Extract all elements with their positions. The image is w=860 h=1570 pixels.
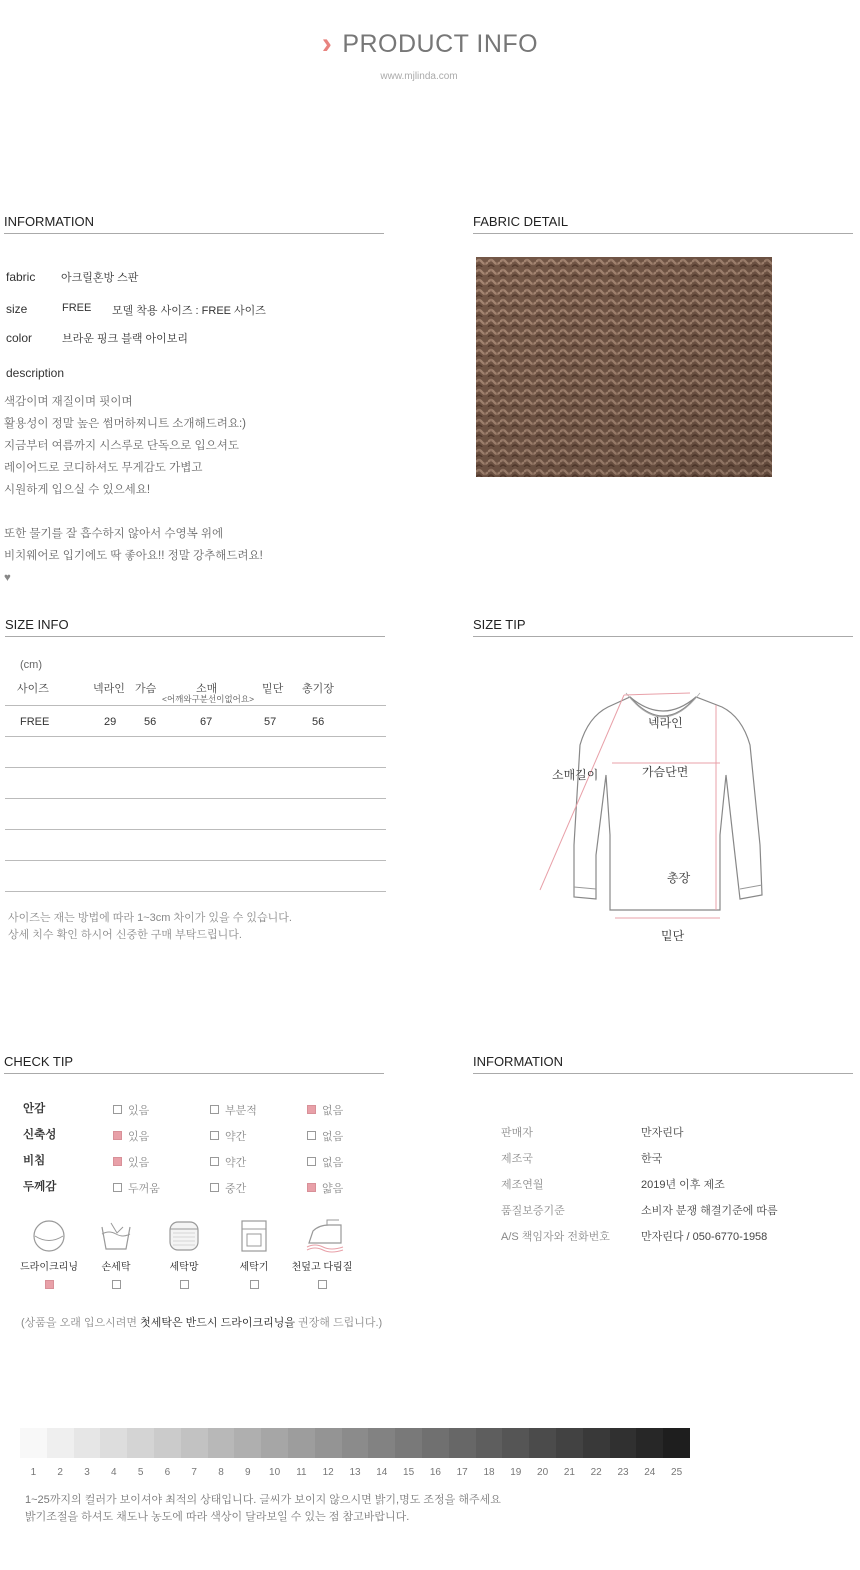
check-tip-label: 신축성 xyxy=(23,1129,57,1141)
table-divider xyxy=(5,860,386,861)
seller-info-heading: INFORMATION xyxy=(473,1054,564,1069)
check-tip-option xyxy=(113,1179,160,1197)
gray-scale-note-line: 밝기조절을 하셔도 채도나 농도에 따라 색상이 달라보일 수 있는 점 참고바랍니다. xyxy=(25,1511,410,1523)
check-tip-label: 두께감 xyxy=(23,1181,57,1193)
seller-info-key: 제조국 xyxy=(501,1153,533,1165)
table-cell: 67 xyxy=(200,716,213,728)
gray-swatch xyxy=(610,1428,637,1458)
table-divider xyxy=(5,736,386,737)
description-line: 시원하게 입으실 수 있으세요! xyxy=(4,484,151,496)
washing-machine-icon xyxy=(237,1219,271,1258)
gray-swatch xyxy=(395,1428,422,1458)
gray-swatch xyxy=(47,1428,74,1458)
gray-swatch xyxy=(181,1428,208,1458)
care-label: 세탁망 xyxy=(169,1262,199,1273)
gray-swatch-number: 22 xyxy=(590,1467,602,1478)
gray-swatch xyxy=(234,1428,261,1458)
check-tip-option-label: 없음 xyxy=(322,1156,344,1169)
sleeve-length-label: 소매길이 xyxy=(552,768,599,782)
checked-box-icon xyxy=(307,1183,316,1192)
care-note-bold: 첫세탁은 반드시 드라이크리닝을 xyxy=(140,1317,295,1329)
size-info-heading: SIZE INFO xyxy=(5,617,69,632)
page-header xyxy=(0,27,860,64)
gray-swatch-number: 24 xyxy=(644,1467,656,1478)
seller-info-key: 제조연월 xyxy=(501,1179,544,1191)
seller-info-value: 만자린다 xyxy=(641,1127,684,1139)
care-note-pre: (상품을 오래 입으시려면 xyxy=(21,1317,141,1329)
neckline-label: 넥라인 xyxy=(648,716,683,730)
gray-swatch xyxy=(502,1428,529,1458)
description-line: 또한 물기를 잘 흡수하지 않아서 수영복 위에 xyxy=(4,528,224,540)
check-tip-option-label: 있음 xyxy=(128,1130,150,1143)
checkbox-icon xyxy=(210,1105,219,1114)
check-tip-option-label: 없음 xyxy=(322,1130,344,1143)
checkbox-icon xyxy=(250,1280,259,1289)
checkbox-icon xyxy=(210,1183,219,1192)
gray-swatch-number: 15 xyxy=(403,1467,415,1478)
check-tip-option-label: 약간 xyxy=(225,1156,247,1169)
checkbox-icon xyxy=(307,1157,316,1166)
check-tip-option xyxy=(307,1101,343,1119)
gray-swatch-number: 10 xyxy=(269,1467,281,1478)
gray-swatch xyxy=(422,1428,449,1458)
gray-swatch-number: 23 xyxy=(617,1467,629,1478)
check-tip-option xyxy=(210,1179,246,1197)
table-cell: 56 xyxy=(312,716,325,728)
check-tip-option-label: 약간 xyxy=(225,1130,247,1143)
laundry-net-icon xyxy=(167,1219,201,1258)
gray-swatch xyxy=(208,1428,235,1458)
gray-swatch-number: 17 xyxy=(456,1467,468,1478)
gray-swatch-number: 3 xyxy=(84,1467,90,1478)
description-label: description xyxy=(6,366,65,380)
dry-clean-icon xyxy=(32,1219,66,1258)
divider xyxy=(473,233,853,234)
gray-swatch-number: 6 xyxy=(164,1467,171,1478)
description-line: 활용성이 정말 높은 썸머하찌니트 소개해드려요:) xyxy=(4,418,246,430)
site-url[interactable]: www.mjlinda.com xyxy=(380,71,458,82)
col-chest: 가슴 xyxy=(135,683,157,695)
divider xyxy=(4,1073,384,1074)
checked-box-icon xyxy=(113,1157,122,1166)
checkbox-icon xyxy=(112,1280,121,1289)
seller-info-key: 품질보증기준 xyxy=(501,1205,565,1217)
gray-swatch-number: 9 xyxy=(245,1467,251,1478)
check-tip-option xyxy=(210,1101,257,1119)
chest-label: 가슴단면 xyxy=(642,765,689,779)
check-tip-option xyxy=(210,1127,246,1145)
gray-swatch xyxy=(127,1428,154,1458)
unit-label: (cm) xyxy=(20,659,42,671)
gray-swatch-number: 21 xyxy=(563,1467,575,1478)
col-sleeve: 소매 xyxy=(196,683,218,695)
description-line: 지금부터 여름까지 시스루로 단독으로 입으셔도 xyxy=(4,440,239,452)
gray-swatch xyxy=(342,1428,369,1458)
care-label: 드라이크리닝 xyxy=(20,1262,78,1273)
table-cell: FREE xyxy=(20,716,50,728)
care-label: 세탁기 xyxy=(239,1262,269,1273)
check-tip-option-label: 부분적 xyxy=(225,1104,257,1117)
check-tip-option-label: 있음 xyxy=(128,1104,150,1117)
table-divider xyxy=(5,705,386,706)
check-tip-label: 안감 xyxy=(23,1103,46,1115)
fabric-value: 아크릴혼방 스판 xyxy=(61,272,139,284)
divider xyxy=(5,636,385,637)
checkbox-icon xyxy=(113,1105,122,1114)
size-note-line: 상세 치수 확인 하시어 신중한 구매 부탁드립니다. xyxy=(8,929,242,941)
gray-swatch-number: 11 xyxy=(296,1467,307,1478)
check-tip-option xyxy=(113,1153,149,1171)
col-size: 사이즈 xyxy=(17,683,49,695)
page-title: PRODUCT INFO xyxy=(342,30,539,58)
fabric-label: fabric xyxy=(6,270,36,284)
hand-wash-icon xyxy=(99,1219,133,1258)
description-line: 색감이며 재질이며 핏이며 xyxy=(4,396,133,408)
hem-label: 밑단 xyxy=(661,929,685,943)
gray-swatch-number: 1 xyxy=(30,1467,37,1478)
gray-swatch-number: 7 xyxy=(191,1467,197,1478)
checkbox-icon xyxy=(210,1157,219,1166)
color-label: color xyxy=(6,331,33,345)
checkbox-icon xyxy=(210,1131,219,1140)
description-text xyxy=(4,391,384,589)
gray-swatch xyxy=(315,1428,342,1458)
heart-icon: ♥ xyxy=(4,572,11,584)
sleeve-note: <어깨와구분선이없어요> xyxy=(162,694,255,704)
size-note xyxy=(8,910,292,944)
table-cell: 56 xyxy=(144,716,157,728)
gray-swatch-number: 18 xyxy=(483,1467,495,1478)
table-divider xyxy=(5,891,386,892)
check-tip-option xyxy=(307,1179,343,1197)
size-value: FREE xyxy=(62,302,92,314)
gray-swatch xyxy=(529,1428,556,1458)
gray-swatch-number: 4 xyxy=(111,1467,117,1478)
gray-scale-note xyxy=(25,1492,501,1526)
checkbox-icon xyxy=(318,1280,327,1289)
gray-swatch-number: 13 xyxy=(349,1467,361,1478)
table-cell: 29 xyxy=(104,716,117,728)
check-tip-option-label: 있음 xyxy=(128,1156,150,1169)
gray-swatch xyxy=(449,1428,476,1458)
size-tip-heading: SIZE TIP xyxy=(473,617,526,632)
chevron-right-icon: › xyxy=(321,27,332,60)
col-length: 총기장 xyxy=(302,683,334,695)
gray-swatch-number: 14 xyxy=(376,1467,388,1478)
size-label: size xyxy=(6,302,28,316)
checked-box-icon xyxy=(307,1105,316,1114)
col-hem: 밑단 xyxy=(262,683,284,695)
check-tip-option-label: 두꺼움 xyxy=(128,1182,160,1195)
gray-swatch xyxy=(261,1428,288,1458)
check-tip-option xyxy=(210,1153,246,1171)
model-size: 모델 착용 사이즈 : FREE 사이즈 xyxy=(112,305,266,317)
gray-swatch xyxy=(100,1428,127,1458)
gray-swatch xyxy=(74,1428,101,1458)
check-tip-option xyxy=(307,1127,343,1145)
gray-swatch-number: 20 xyxy=(537,1467,549,1478)
fabric-detail-heading: FABRIC DETAIL xyxy=(473,214,569,229)
checkbox-icon xyxy=(307,1131,316,1140)
gray-swatch-number: 5 xyxy=(137,1467,144,1478)
care-note-post: 권장해 드립니다.) xyxy=(294,1317,383,1329)
divider xyxy=(473,636,853,637)
gray-swatch xyxy=(20,1428,47,1458)
checked-box-icon xyxy=(45,1280,54,1289)
length-label: 총장 xyxy=(667,871,691,885)
gray-swatch xyxy=(368,1428,395,1458)
checkbox-icon xyxy=(180,1280,189,1289)
seller-info-value: 2019년 이후 제조 xyxy=(641,1179,725,1191)
care-label: 손세탁 xyxy=(101,1262,131,1273)
gray-swatch xyxy=(636,1428,663,1458)
check-tip-option-label: 중간 xyxy=(225,1182,247,1195)
description-line: 비치웨어로 입기에도 딱 좋아요!! 정말 강추해드려요! xyxy=(4,550,263,562)
check-tip-option xyxy=(113,1101,149,1119)
gray-swatch-number: 8 xyxy=(218,1467,224,1478)
size-note-line: 사이즈는 재는 방법에 따라 1~3cm 차이가 있을 수 있습니다. xyxy=(8,912,292,924)
iron-with-cloth-icon xyxy=(305,1219,345,1258)
gray-scale-note-line: 1~25까지의 컬러가 보이셔야 최적의 상태입니다. 글씨가 보이지 않으시면 밝기,명도 조정을 해주세요 xyxy=(25,1494,501,1506)
table-divider xyxy=(5,829,386,830)
gray-swatch xyxy=(663,1428,690,1458)
information-heading: INFORMATION xyxy=(4,214,95,229)
table-divider xyxy=(5,767,386,768)
seller-info-value: 만자린다 / 050-6770-1958 xyxy=(641,1231,768,1243)
description-line xyxy=(4,501,384,523)
gray-swatch xyxy=(556,1428,583,1458)
divider xyxy=(4,233,384,234)
gray-swatch-number: 19 xyxy=(510,1467,522,1478)
gray-swatch xyxy=(583,1428,610,1458)
gray-swatch-number: 16 xyxy=(429,1467,441,1478)
gray-swatch-number: 2 xyxy=(57,1467,63,1478)
description-line: 레이어드로 코디하셔도 무게감도 가볍고 xyxy=(4,462,203,474)
color-value: 브라운 핑크 블랙 아이보리 xyxy=(62,333,189,345)
fabric-swatch-image xyxy=(476,257,772,477)
seller-info-key: 판매자 xyxy=(501,1127,533,1139)
seller-info-value: 소비자 분쟁 해결기준에 따름 xyxy=(641,1205,778,1217)
check-tip-option xyxy=(307,1153,343,1171)
check-tip-heading: CHECK TIP xyxy=(4,1054,74,1069)
gray-swatch xyxy=(154,1428,181,1458)
gray-swatch-number: 12 xyxy=(322,1467,334,1478)
checkbox-icon xyxy=(113,1183,122,1192)
table-divider xyxy=(5,798,386,799)
gray-swatch xyxy=(476,1428,503,1458)
check-tip-option-label: 얇음 xyxy=(322,1182,344,1195)
check-tip-label: 비침 xyxy=(23,1155,46,1167)
table-cell: 57 xyxy=(264,716,277,728)
seller-info-key: A/S 책임자와 전화번호 xyxy=(501,1231,610,1243)
care-note xyxy=(21,1314,382,1330)
care-label: 천덮고 다림질 xyxy=(291,1262,353,1273)
divider xyxy=(473,1073,853,1074)
checked-box-icon xyxy=(113,1131,122,1140)
gray-swatch-number: 25 xyxy=(671,1467,683,1478)
seller-info-value: 한국 xyxy=(641,1153,663,1165)
check-tip-option xyxy=(113,1127,149,1145)
gray-swatch xyxy=(288,1428,315,1458)
check-tip-option-label: 없음 xyxy=(322,1104,344,1117)
col-neckline: 넥라인 xyxy=(93,683,125,695)
